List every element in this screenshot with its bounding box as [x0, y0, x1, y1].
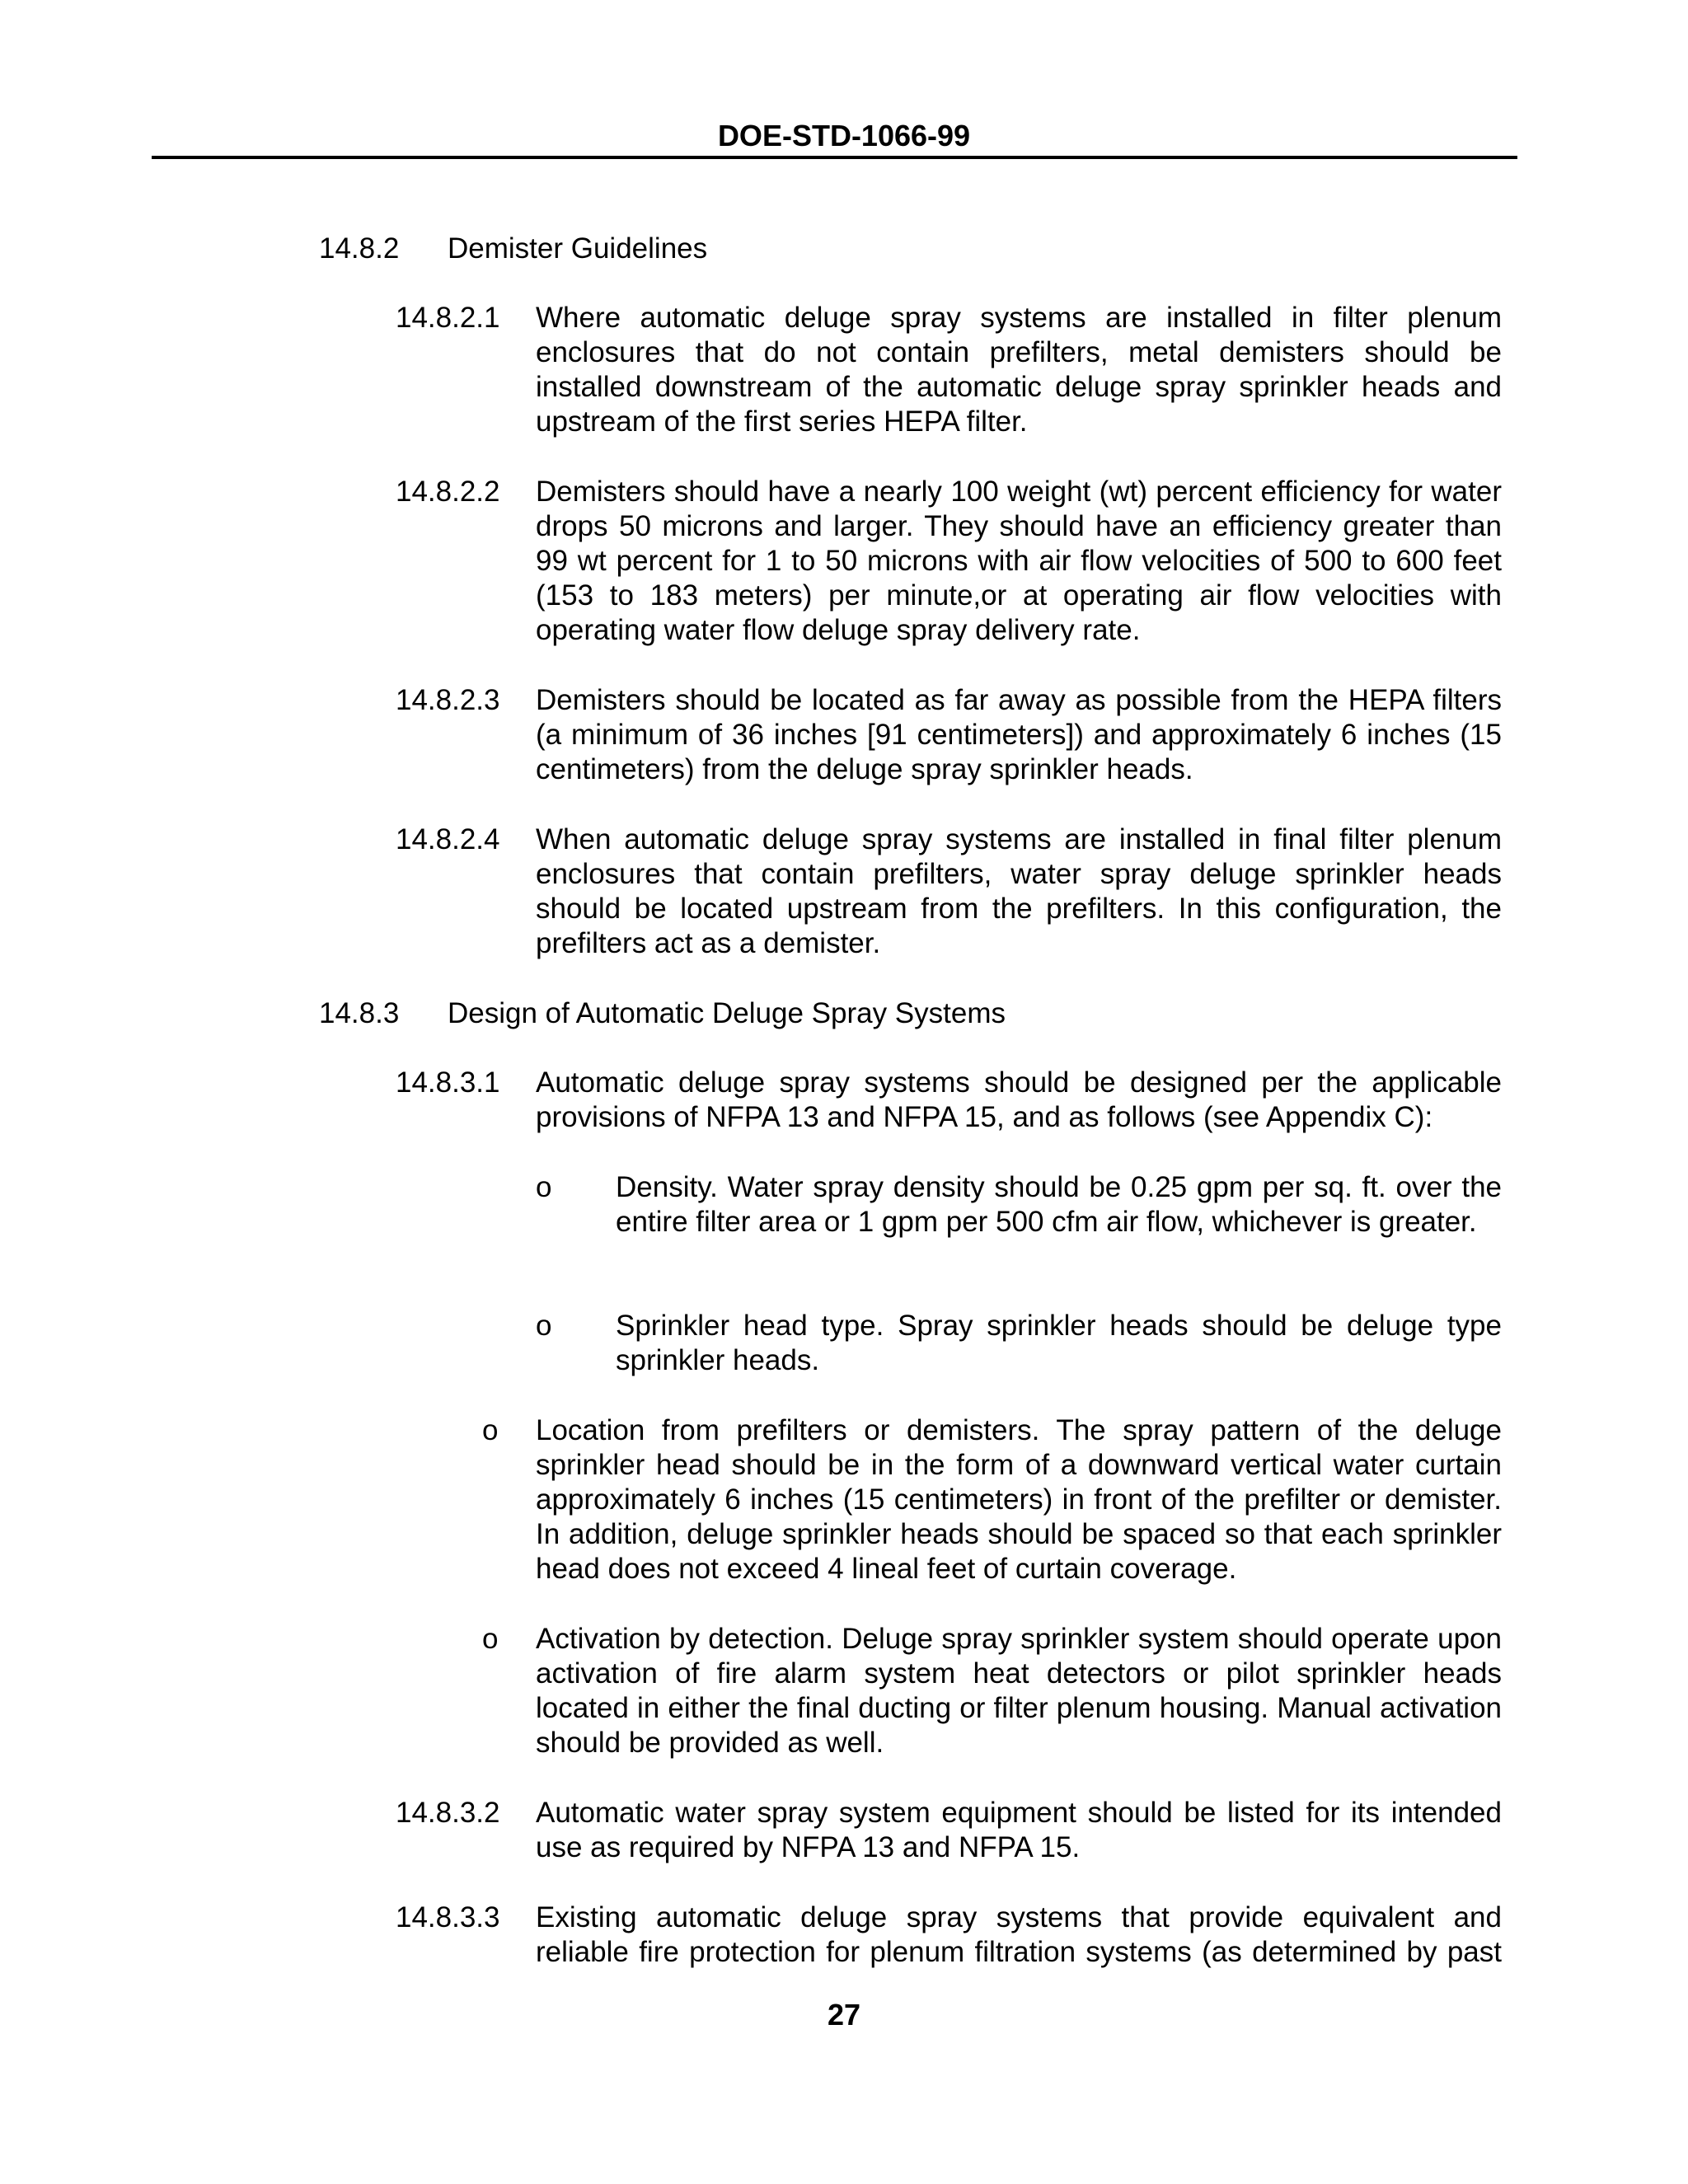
section-number: 14.8.3	[319, 997, 400, 1029]
section-title: Demister Guidelines	[448, 232, 708, 265]
item-text: When automatic deluge spray systems are installed in final filter plenum enclosures that contain prefilters, water spray deluge sprinkler heads should be located upstream from the prefilters. In this configuration, the prefilters act as a demister.	[536, 823, 1502, 959]
item-text: Existing automatic deluge spray systems that provide equivalent and reliable fire protection for plenum filtration systems (as determined by past	[536, 1901, 1502, 1968]
bullet-marker: o	[482, 1414, 499, 1446]
item-number: 14.8.2.1	[396, 302, 500, 334]
bullet-marker: o	[482, 1623, 499, 1655]
item-number: 14.8.2.3	[396, 684, 500, 716]
item-text: Automatic deluge spray systems should be designed per the applicable provisions of NFPA 13 and NFPA 15, and as follows (see Appendix C):	[536, 1066, 1502, 1133]
item-number: 14.8.3.2	[396, 1797, 500, 1829]
bullet-text: Activation by detection. Deluge spray sprinkler system should operate upon activation of fire alarm system heat detectors or pilot sprinkler heads located in either the final ducting or filter plenum housing. Manual activation should be provided as well.	[536, 1623, 1502, 1759]
item-text: Where automatic deluge spray systems are installed in filter plenum enclosures that do not contain prefilters, metal demisters should be installed downstream of the automatic deluge spray sprinkler heads and upstream of the first series HEPA filter.	[536, 302, 1502, 438]
bullet-text: Location from prefilters or demisters. The spray pattern of the deluge sprinkler head should be in the form of a downward vertical water curtain approximately 6 inches (15 centimeters) in front of the prefilter or demister. In addition, deluge sprinkler heads should be spaced so that each sprinkler head does not exceed 4 lineal feet of curtain coverage.	[536, 1414, 1502, 1585]
bullet-text: Sprinkler head type. Spray sprinkler heads should be deluge type sprinkler heads.	[616, 1310, 1502, 1376]
bullet-marker: o	[536, 1310, 552, 1342]
item-number: 14.8.3.3	[396, 1901, 500, 1933]
bullet-text: Density. Water spray density should be 0.25 gpm per sq. ft. over the entire filter area or 1 gpm per 500 cfm air flow, whichever is greater.	[616, 1171, 1502, 1238]
section-number: 14.8.2	[319, 232, 400, 265]
item-number: 14.8.2.4	[396, 823, 500, 855]
item-text: Demisters should have a nearly 100 weight (wt) percent efficiency for water drops 50 microns and larger. They should have an efficiency greater than 99 wt percent for 1 to 50 microns with air flow velocities of 500 to 600 feet (153 to 183 meters) per minute,or at operating air flow velocities with operating water flow deluge spray delivery rate.	[536, 476, 1502, 646]
header-rule	[152, 156, 1517, 159]
document-id-header: DOE-STD-1066-99	[717, 119, 971, 152]
bullet-marker: o	[536, 1171, 552, 1203]
item-text: Automatic water spray system equipment should be listed for its intended use as required by NFPA 13 and NFPA 15.	[536, 1797, 1502, 1863]
item-number: 14.8.3.1	[396, 1066, 500, 1099]
page-number: 27	[827, 1998, 861, 2032]
section-title: Design of Automatic Deluge Spray Systems	[448, 997, 1006, 1029]
item-text: Demisters should be located as far away as possible from the HEPA filters (a minimum of 36 inches [91 centimeters]) and approximately 6 inches (15 centimeters) from the deluge spray sprinkler heads.	[536, 684, 1502, 785]
item-number: 14.8.2.2	[396, 476, 500, 508]
